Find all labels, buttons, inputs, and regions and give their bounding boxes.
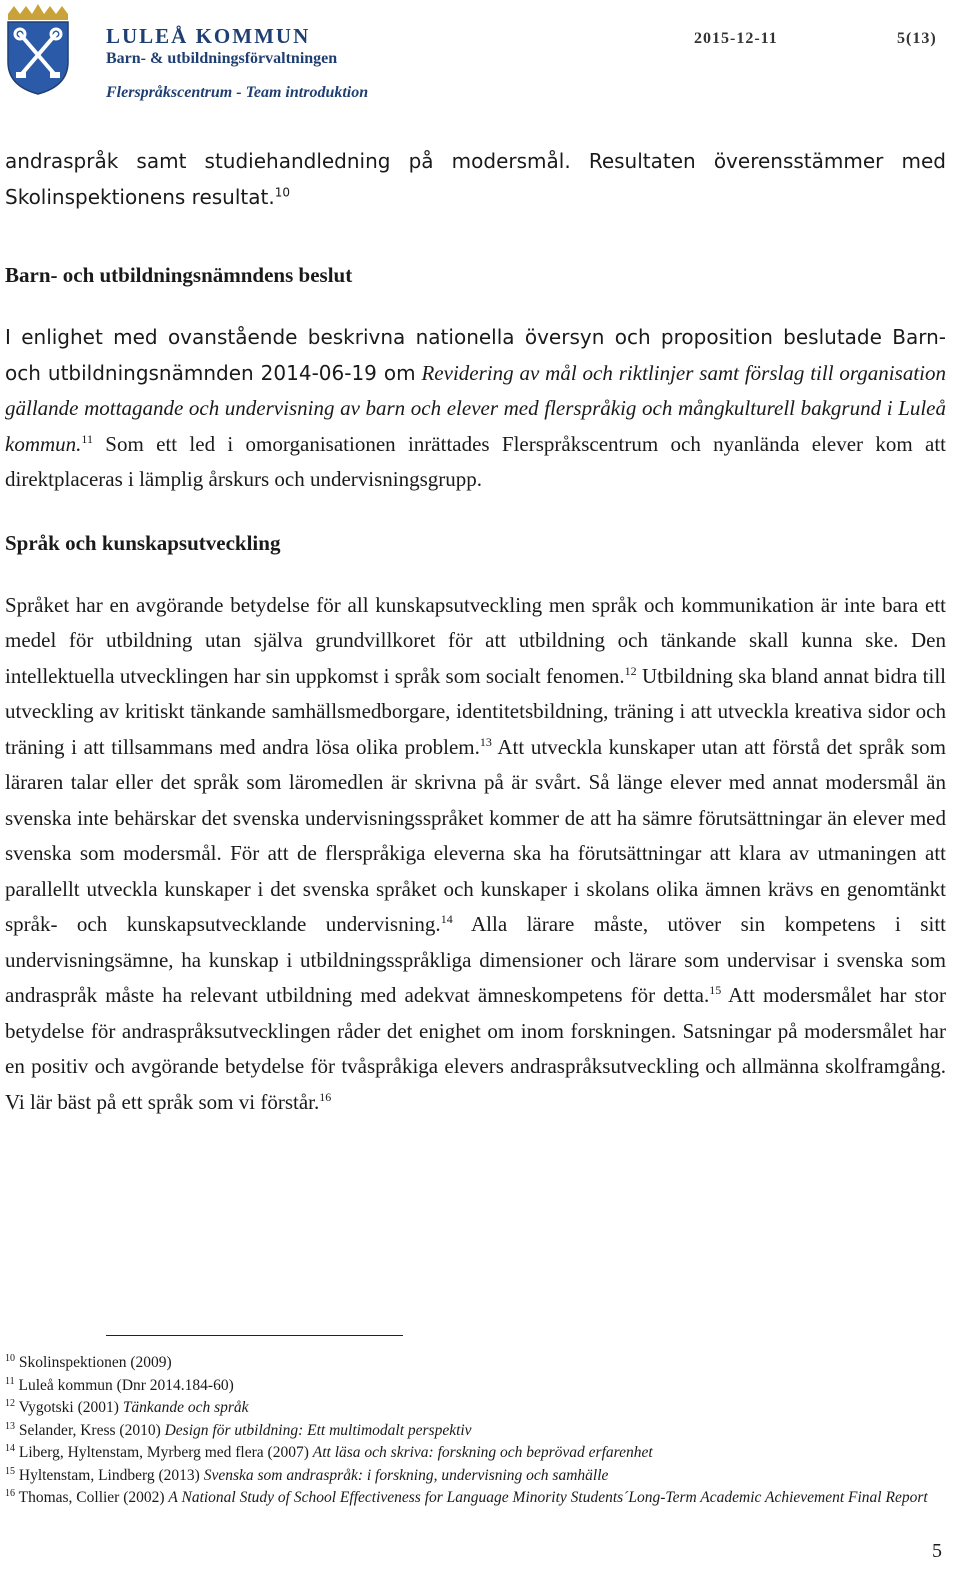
footnote-title: A National Study of School Effectiveness for Language Minority Students´Long-Term Academic Achievement Final Report: [168, 1489, 928, 1506]
footnote-ref: 15: [709, 983, 722, 997]
department-name: Barn- & utbildningsförvaltningen: [106, 50, 338, 67]
footnote-title: Svenska som andraspråk: i forskning, undervisning och samhälle: [203, 1466, 609, 1484]
paragraph-text: Språket har en avgörande betydelse för all kunskapsutveckling men språk och kommunikation är inte bara ett medel för utbildning utan själva grundvillkoret för att utbildning och tänkande skall kunna ske. Den intellektuella utvecklingen har sin uppkomst i språk som socialt fenomen.: [5, 592, 946, 688]
footnote-ref: 13: [479, 734, 492, 749]
footnote-text: Thomas, Collier (2002): [18, 1489, 169, 1506]
footnote-number: 10: [5, 1352, 15, 1364]
footnote-ref: 16: [319, 1089, 332, 1104]
footnote-text: Skolinspektionen (2009): [18, 1354, 172, 1371]
footnote-item: [5, 1397, 945, 1420]
footnote-separator: [106, 1335, 403, 1336]
page-counter: 5(13): [897, 30, 937, 47]
footnotes: [5, 1352, 945, 1510]
paragraph-text: Att utveckla kunskaper utan att förstå det språk som läraren talar eller det språk som läromedlen är skrivna på är svårt. Så länge elever med annat modersmål än svenska inte behärskar det svenska undervisningsspråket kommer de att ha sämre förutsättningar än elever med svenska som modersmål. För att de flerspråkiga eleverna ska ha förutsättningar att klara av utmaningen att parallellt utveckla kunskaper i det svenska språket och kunskaper i skolans olika ämnen krävs en genomtänkt språk- och kunskapsutvecklande undervisning.: [5, 734, 947, 936]
decision-title: Revidering av mål och riktlinjer samt förslag till organisation gällande mottagande och undervisning av barn och elever med flerspråkig och mångkulturell bakgrund i Luleå kommun.: [5, 360, 946, 456]
paragraph-decision: [5, 320, 946, 498]
footnote-text: Hyltenstam, Lindberg (2013): [18, 1466, 204, 1484]
footnote-text: Vygotski (2001): [18, 1399, 123, 1416]
footnote-number: 14: [5, 1442, 15, 1454]
footnote-item: [5, 1487, 945, 1510]
footnote-ref: 12: [624, 663, 637, 678]
footnote-item: [5, 1375, 945, 1398]
page-number: 5: [932, 1540, 942, 1562]
footnote-ref: 14: [440, 912, 453, 926]
paragraph-text: Utbildning ska bland annat bidra till utveckling av kritiskt tänkande samhällsmedborgare, identitetsbildning, träning i att utveckla kreativa sidor och träning i att tillsammans med andra lösa olika problem.: [5, 663, 946, 759]
unit-name: Flerspråkscentrum - Team introduktion: [106, 84, 369, 101]
footnote-ref: 10: [274, 184, 290, 199]
section-heading-decision: Barn- och utbildningsnämndens beslut: [5, 263, 353, 287]
footnote-text: Selander, Kress (2010): [18, 1421, 165, 1439]
footnote-number: 11: [5, 1375, 15, 1387]
footnote-number: 13: [5, 1420, 15, 1432]
organization-name: LULEÅ KOMMUN: [106, 24, 311, 48]
paragraph-language: [5, 588, 946, 1121]
footnote-text: Luleå kommun (Dnr 2014.184-60): [18, 1376, 234, 1394]
footnote-number: 12: [5, 1397, 15, 1409]
footnote-item: [5, 1420, 945, 1443]
footnote-number: 16: [5, 1487, 15, 1499]
paragraph-text: andraspråk samt studiehandledning på modersmål. Resultaten överensstämmer med Skolinspektionens resultat.: [5, 149, 946, 209]
organization-block: [106, 26, 368, 101]
footnote-item: [5, 1442, 945, 1465]
section-heading-language: Språk och kunskapsutveckling: [5, 530, 281, 555]
paragraph-text: Att modersmålet har stor betydelse för andraspråksutvecklingen råder det enighet om inom forskningen. Satsningar på modersmålet har en positiv och avgörande betydelse för tvåspråkiga elevers andraspråksutveckling och allmänna skolframgång. Vi lär bäst på ett språk som vi förstår.: [5, 983, 946, 1114]
page-header: [0, 0, 960, 110]
footnote-title: Tänkande och språk: [122, 1399, 249, 1416]
footnote-number: 15: [5, 1465, 15, 1477]
paragraph-text: Alla lärare måste, utöver sin kompetens i sitt undervisningsämne, ha kunskap i utbildningsspråkliga dimensioner och lärare som undervisar i svenska som andraspråk måste ha relevant utbildning med adekvat ämneskompetens för detta.: [5, 912, 946, 1007]
paragraph-text: I enlighet med ovanstående beskrivna nationella översyn och proposition beslutade Barn- och utbildningsnämnden 2014-06-19 om: [5, 325, 946, 385]
document-body: [5, 144, 946, 1120]
paragraph-text: Som ett led i omorganisationen inrättades Flerspråkscentrum och nyanlända elever kom att direktplaceras i lämplig årskurs och undervisningsgrupp.: [5, 431, 947, 491]
footnote-title: Att läsa och skriva: forskning och beprövad erfarenhet: [312, 1444, 653, 1461]
footnote-text: Liberg, Hyltenstam, Myrberg med flera (2007): [18, 1444, 313, 1461]
lulea-coat-of-arms-logo: [4, 2, 72, 96]
paragraph-intro: [5, 144, 946, 215]
footnote-ref: 11: [81, 431, 93, 446]
footnote-item: [5, 1352, 945, 1375]
footnote-item: [5, 1465, 945, 1488]
document-date: 2015-12-11: [694, 30, 778, 47]
footnote-title: Design för utbildning: Ett multimodalt perspektiv: [164, 1421, 472, 1439]
